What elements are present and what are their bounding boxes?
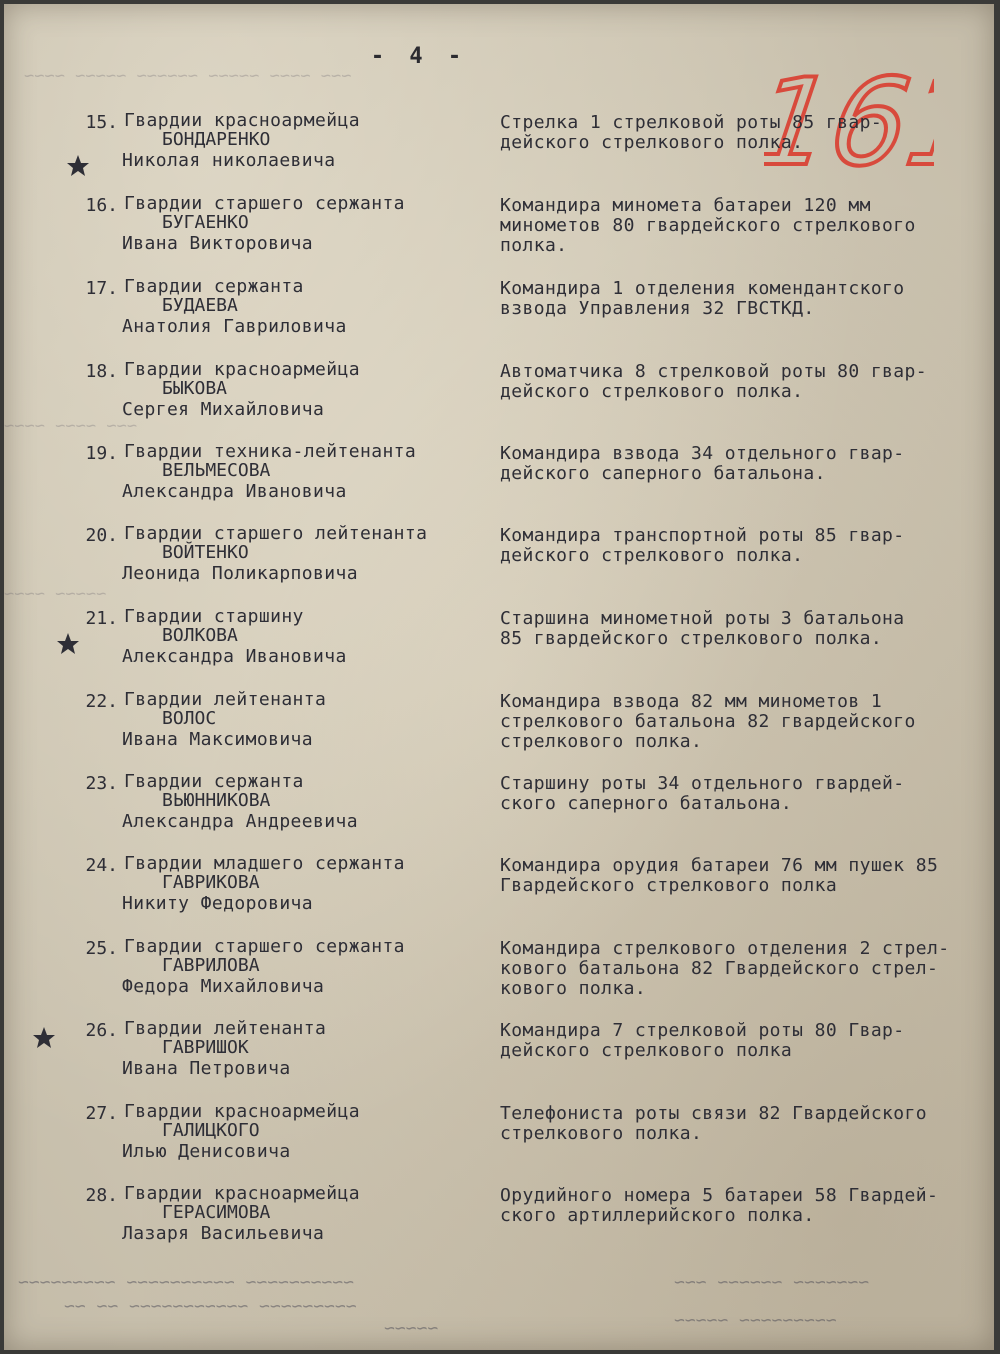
entry-number: 20.: [85, 525, 118, 546]
award-entry: [4, 1099, 1000, 1181]
entry-given-name: Сергея Михайловича: [122, 399, 325, 420]
entry-position-line: минометов 80 гвардейского стрелкового: [500, 215, 916, 236]
entry-surname: БОНДАРЕНКО: [162, 129, 271, 150]
star-mark-icon: [66, 154, 90, 178]
entry-number: 25.: [85, 938, 118, 959]
award-entry: [4, 851, 1000, 933]
entry-given-name: Ивана Максимовича: [122, 729, 314, 750]
entry-position-line: Стрелка 1 стрелковой роты 85 гвар-: [500, 112, 883, 133]
bleed-through-text: ~~~~~~~~~ ~~~~~: [674, 1310, 837, 1331]
entry-position-line: ского саперного батальона.: [500, 793, 793, 814]
bleed-through-text: ~~~ ~~~~ ~~~~~ ~~~~~~ ~~~~~ ~~~~: [24, 66, 352, 86]
entry-position-line: Командира 7 стрелковой роты 80 Гвар-: [500, 1020, 905, 1041]
bleed-through-text: ~~~~~: [384, 1318, 439, 1339]
award-entry: [4, 604, 1000, 686]
entry-position-line: Гвардейского стрелкового полка: [500, 875, 838, 896]
entry-position-line: дейского стрелкового полка.: [500, 132, 804, 153]
award-entry: [4, 934, 1000, 1016]
entry-given-name: Леонида Поликарповича: [122, 563, 358, 584]
entry-surname: ВЬЮННИКОВА: [162, 790, 271, 811]
entry-position-line: полка.: [500, 235, 568, 256]
entry-number: 24.: [85, 855, 118, 876]
entry-given-name: Никиту Федоровича: [122, 893, 314, 914]
archive-mark-text: 161: [764, 53, 934, 193]
entry-number: 16.: [85, 195, 118, 216]
entry-number: 26.: [85, 1020, 118, 1041]
entry-given-name: Илью Денисовича: [122, 1141, 291, 1162]
entry-rank: Гвардии младшего сержанта: [124, 853, 405, 874]
entry-position-line: ского артиллерийского полка.: [500, 1205, 815, 1226]
award-entry: [4, 191, 1000, 273]
entry-rank: Гвардии старшего сержанта: [124, 936, 405, 957]
entry-rank: Гвардии лейтенанта: [124, 1018, 327, 1039]
entry-surname: ГАВРИЛОВА: [162, 955, 260, 976]
star-mark-icon: [56, 632, 80, 656]
entry-position-line: 85 гвардейского стрелкового полка.: [500, 628, 883, 649]
entry-surname: ГАЛИЦКОГО: [162, 1120, 260, 1141]
entry-position-line: Командира 1 отделения комендантского: [500, 278, 905, 299]
entry-position-line: Командира взвода 82 мм минометов 1: [500, 691, 883, 712]
entry-number: 21.: [85, 608, 118, 629]
bleed-through-text: ~~~ ~~~~ ~~~~: [4, 416, 138, 436]
entry-given-name: Федора Михайловича: [122, 976, 325, 997]
entry-surname: ГАВРИШОК: [162, 1037, 249, 1058]
bleed-through-text: ~~~~~ ~~~~: [4, 584, 107, 604]
entry-rank: Гвардии красноармейца: [124, 1183, 360, 1204]
page-number: - 4 -: [370, 44, 468, 69]
entry-position-line: дейского стрелкового полка.: [500, 545, 804, 566]
entry-position-line: Старшина минометной роты 3 батальона: [500, 608, 905, 629]
entry-rank: Гвардии красноармейца: [124, 359, 360, 380]
entry-position-line: Командира стрелкового отделения 2 стрел-: [500, 938, 950, 959]
document-page: [4, 4, 994, 1350]
entry-given-name: Александра Андреевича: [122, 811, 358, 832]
bleed-through-text: ~~~~~~~~~ ~~~~~~~~~~~ ~~ ~~: [64, 1296, 357, 1317]
entry-surname: БУГАЕНКО: [162, 212, 249, 233]
entry-given-name: Лазаря Васильевича: [122, 1223, 325, 1244]
award-entry: [4, 687, 1000, 769]
entry-position-line: стрелкового полка.: [500, 1123, 703, 1144]
entry-surname: ВЕЛЬМЕСОВА: [162, 460, 271, 481]
entry-given-name: Николая николаевича: [122, 150, 336, 171]
entry-given-name: Ивана Петровича: [122, 1058, 291, 1079]
entry-position-line: дейского стрелкового полка: [500, 1040, 793, 1061]
entry-rank: Гвардии лейтенанта: [124, 689, 327, 710]
entry-position-line: дейского стрелкового полка.: [500, 381, 804, 402]
entry-position-line: стрелкового полка.: [500, 731, 703, 752]
entry-position-line: Командира транспортной роты 85 гвар-: [500, 525, 905, 546]
entry-rank: Гвардии старшего лейтенанта: [124, 523, 428, 544]
entry-surname: ВОЛКОВА: [162, 625, 238, 646]
entry-surname: ГЕРАСИМОВА: [162, 1202, 271, 1223]
entry-rank: Гвардии сержанта: [124, 771, 304, 792]
award-entry: [4, 521, 1000, 603]
bleed-through-text: ~~~~~~~~~~ ~~~~~~~~~~ ~~~~~~~~~: [18, 1272, 354, 1293]
award-entry: [4, 769, 1000, 851]
entry-given-name: Анатолия Гавриловича: [122, 316, 347, 337]
entry-number: 19.: [85, 443, 118, 464]
entry-rank: Гвардии старшину: [124, 606, 304, 627]
entry-number: 27.: [85, 1103, 118, 1124]
entry-number: 15.: [85, 112, 118, 133]
entry-position-line: Командира миномета батареи 120 мм: [500, 195, 871, 216]
star-mark-icon: [32, 1026, 56, 1050]
entry-rank: Гвардии сержанта: [124, 276, 304, 297]
award-entry: [4, 357, 1000, 439]
entry-rank: Гвардии техника-лейтенанта: [124, 441, 417, 462]
entry-position-line: взвода Управления 32 ГВСТКД.: [500, 298, 815, 319]
entry-given-name: Александра Ивановича: [122, 646, 347, 667]
entry-surname: ГАВРИКОВА: [162, 872, 260, 893]
award-entry: [4, 108, 1000, 190]
award-entry: [4, 1181, 1000, 1263]
entry-position-line: кового батальона 82 Гвардейского стрел-: [500, 958, 939, 979]
entry-rank: Гвардии красноармейца: [124, 1101, 360, 1122]
entry-number: 22.: [85, 691, 118, 712]
entry-given-name: Ивана Викторовича: [122, 233, 314, 254]
entry-position-line: стрелкового батальона 82 гвардейского: [500, 711, 916, 732]
entry-position-line: Командира орудия батареи 76 мм пушек 85: [500, 855, 939, 876]
entry-number: 17.: [85, 278, 118, 299]
entry-position-line: Телефониста роты связи 82 Гвардейского: [500, 1103, 928, 1124]
entry-position-line: кового полка.: [500, 978, 647, 999]
bleed-through-text: ~~~~~~~ ~~~~~~ ~~~: [674, 1272, 870, 1293]
entry-rank: Гвардии старшего сержанта: [124, 193, 405, 214]
entry-surname: БУДАЕВА: [162, 295, 238, 316]
entry-surname: ВОЛОС: [162, 708, 217, 729]
entry-position-line: Командира взвода 34 отдельного гвар-: [500, 443, 905, 464]
entry-rank: Гвардии красноармейца: [124, 110, 360, 131]
entry-number: 23.: [85, 773, 118, 794]
award-entry: [4, 1016, 1000, 1098]
entry-position-line: дейского саперного батальона.: [500, 463, 826, 484]
entry-surname: ВОЙТЕНКО: [162, 542, 249, 563]
award-entry: [4, 274, 1000, 356]
entry-surname: БЫКОВА: [162, 378, 228, 399]
entry-number: 18.: [85, 361, 118, 382]
entry-number: 28.: [85, 1185, 118, 1206]
entry-position-line: Автоматчика 8 стрелковой роты 80 гвар-: [500, 361, 928, 382]
award-entry: [4, 439, 1000, 521]
entry-position-line: Старшину роты 34 отдельного гвардей-: [500, 773, 905, 794]
entry-position-line: Орудийного номера 5 батареи 58 Гвардей-: [500, 1185, 939, 1206]
entry-given-name: Александра Ивановича: [122, 481, 347, 502]
